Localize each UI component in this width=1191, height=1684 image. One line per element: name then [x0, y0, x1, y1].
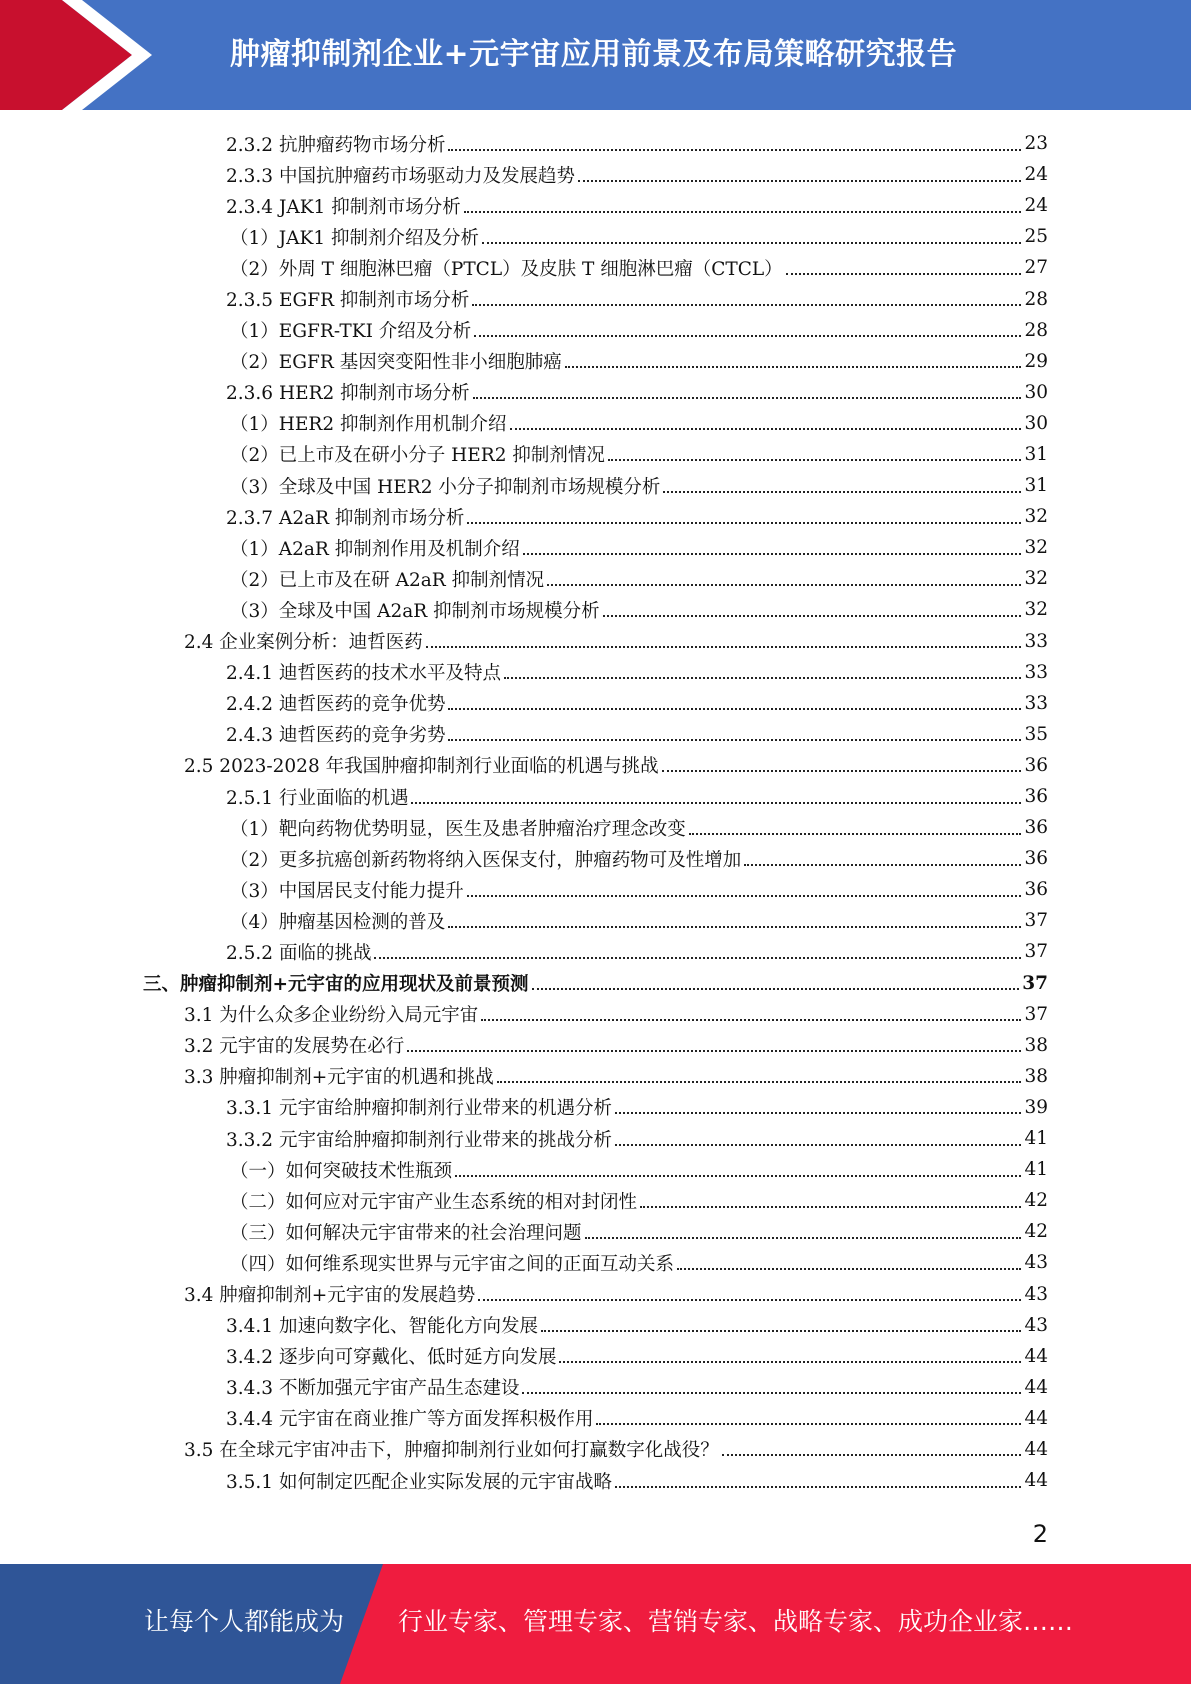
toc-entry[interactable] [0, 999, 1191, 1030]
toc-entry-title: 3.3.2 元宇宙给肿瘤抑制剂行业带来的挑战分析 [226, 1129, 612, 1151]
toc-entry[interactable] [0, 346, 1191, 377]
toc-entry[interactable] [0, 470, 1191, 501]
toc-entry-page: 31 [1024, 443, 1048, 465]
toc-entry-title: 3.3 肿瘤抑制剂+元宇宙的机遇和挑战 [184, 1067, 494, 1089]
toc-entry[interactable] [0, 1123, 1191, 1154]
toc-dot-leader [541, 1330, 1021, 1332]
toc-dot-leader [559, 1361, 1021, 1363]
toc-entry[interactable] [0, 563, 1191, 594]
toc-entry[interactable] [0, 1247, 1191, 1278]
toc-entry-page: 41 [1024, 1128, 1048, 1150]
toc-entry-page: 24 [1024, 164, 1048, 186]
toc-entry-page: 33 [1024, 692, 1048, 714]
toc-entry[interactable] [0, 1403, 1191, 1434]
toc-entry-page: 27 [1024, 257, 1048, 279]
toc-entry-page: 28 [1024, 288, 1048, 310]
toc-entry-title: （1）EGFR-TKI 介绍及分析 [230, 321, 472, 343]
toc-entry[interactable] [0, 501, 1191, 532]
toc-dot-leader [481, 1019, 1021, 1021]
toc-entry[interactable] [0, 905, 1191, 936]
toc-dot-leader [615, 1486, 1021, 1488]
toc-entry-title: 三、肿瘤抑制剂+元宇宙的应用现状及前景预测 [143, 974, 529, 996]
toc-entry-page: 32 [1024, 599, 1048, 621]
toc-entry-page: 32 [1024, 568, 1048, 590]
toc-entry-page: 38 [1024, 1034, 1048, 1056]
toc-entry-title: 2.5.1 行业面临的机遇 [226, 787, 409, 809]
toc-entry-page: 24 [1024, 195, 1048, 217]
toc-entry-page: 29 [1024, 350, 1048, 372]
toc-entry-page: 36 [1024, 817, 1048, 839]
toc-dot-leader [523, 553, 1022, 555]
toc-entry-title: 3.4.1 加速向数字化、智能化方向发展 [226, 1316, 538, 1338]
toc-dot-leader [615, 1144, 1021, 1146]
toc-entry[interactable] [0, 594, 1191, 625]
toc-entry[interactable] [0, 439, 1191, 470]
toc-entry-page: 25 [1024, 226, 1048, 248]
footer-slogan-left: 让每个人都能成为 [144, 1607, 345, 1636]
toc-dot-leader [504, 677, 1021, 679]
toc-dot-leader [565, 366, 1022, 368]
toc-entry[interactable] [0, 750, 1191, 781]
toc-dot-leader [722, 1454, 1022, 1456]
toc-entry[interactable] [0, 1310, 1191, 1341]
toc-entry-page: 33 [1024, 630, 1048, 652]
toc-entry-title: 2.3.2 抗肿瘤药物市场分析 [226, 134, 446, 156]
toc-dot-leader [532, 988, 1020, 990]
toc-entry-title: 2.3.7 A2aR 抑制剂市场分析 [226, 507, 465, 529]
toc-dot-leader [472, 304, 1021, 306]
toc-dot-leader [596, 1423, 1021, 1425]
toc-entry[interactable] [0, 377, 1191, 408]
toc-entry[interactable] [0, 408, 1191, 439]
toc-entry-title: （一）如何突破技术性瓶颈 [230, 1160, 453, 1182]
toc-entry[interactable] [0, 532, 1191, 563]
toc-entry[interactable] [0, 812, 1191, 843]
toc-entry[interactable] [0, 1061, 1191, 1092]
toc-entry[interactable] [0, 688, 1191, 719]
toc-entry-title: （2）EGFR 基因突变阳性非小细胞肺癌 [230, 352, 562, 374]
toc-dot-leader [464, 211, 1022, 213]
toc-entry[interactable] [0, 221, 1191, 252]
toc-dot-leader [689, 833, 1022, 835]
toc-entry-title: 2.3.4 JAK1 抑制剂市场分析 [226, 196, 461, 218]
toc-entry-title: （2）已上市及在研 A2aR 抑制剂情况 [230, 569, 545, 591]
toc-entry-title: 3.4.2 逐步向可穿戴化、低时延方向发展 [226, 1347, 557, 1369]
toc-dot-leader [478, 1299, 1021, 1301]
toc-entry-title: 2.4.3 迪哲医药的竞争劣势 [226, 725, 446, 747]
toc-dot-leader [448, 149, 1021, 151]
toc-entry-title: 3.5 在全球元宇宙冲击下，肿瘤抑制剂行业如何打赢数字化战役？ [184, 1440, 719, 1462]
toc-entry[interactable] [0, 874, 1191, 905]
toc-entry[interactable] [0, 1465, 1191, 1496]
toc-entry-page: 43 [1024, 1252, 1048, 1274]
toc-entry-page: 44 [1024, 1376, 1048, 1398]
toc-entry-page: 36 [1024, 786, 1048, 808]
toc-entry-title: 3.3.1 元宇宙给肿瘤抑制剂行业带来的机遇分析 [226, 1098, 612, 1120]
toc-entry-page: 44 [1024, 1345, 1048, 1367]
toc-dot-leader [522, 1392, 1021, 1394]
toc-entry-page: 39 [1024, 1096, 1048, 1118]
toc-entry[interactable] [0, 1341, 1191, 1372]
toc-entry-title: （1）JAK1 抑制剂介绍及分析 [230, 227, 480, 249]
toc-dot-leader [585, 1237, 1022, 1239]
toc-dot-leader [677, 1268, 1021, 1270]
toc-entry-page: 32 [1024, 506, 1048, 528]
toc-entry-title: 2.4 企业案例分析：迪哲医药 [184, 632, 423, 654]
toc-entry-page: 36 [1024, 754, 1048, 776]
toc-entry[interactable] [0, 1154, 1191, 1185]
toc-entry-title: 2.5.2 面临的挑战 [226, 942, 372, 964]
toc-entry[interactable] [0, 1434, 1191, 1465]
toc-entry-title: （4）肿瘤基因检测的普及 [230, 911, 446, 933]
toc-entry-page: 37 [1024, 910, 1048, 932]
toc-entry-page: 43 [1024, 1314, 1048, 1336]
toc-entry-page: 32 [1024, 537, 1048, 559]
toc-entry-title: （1）靶向药物优势明显，医生及患者肿瘤治疗理念改变 [230, 818, 686, 840]
toc-entry[interactable] [0, 159, 1191, 190]
toc-dot-leader [426, 646, 1022, 648]
toc-entry-title: 2.4.2 迪哲医药的竞争优势 [226, 694, 446, 716]
toc-entry-title: 2.5 2023-2028 年我国肿瘤抑制剂行业面临的机遇与挑战 [184, 756, 659, 778]
toc-entry[interactable] [0, 283, 1191, 314]
toc-entry-title: 3.5.1 如何制定匹配企业实际发展的元宇宙战略 [226, 1471, 612, 1493]
toc-dot-leader [455, 1175, 1021, 1177]
toc-entry-page: 42 [1024, 1190, 1048, 1212]
toc-dot-leader [744, 864, 1021, 866]
toc-dot-leader [663, 491, 1021, 493]
toc-entry-title: 3.4.4 元宇宙在商业推广等方面发挥积极作用 [226, 1409, 594, 1431]
toc-entry-page: 36 [1024, 848, 1048, 870]
toc-entry[interactable] [0, 719, 1191, 750]
toc-dot-leader [482, 242, 1021, 244]
toc-entry-title: （2）更多抗癌创新药物将纳入医保支付，肿瘤药物可及性增加 [230, 849, 742, 871]
toc-entry[interactable] [0, 843, 1191, 874]
toc-entry[interactable] [0, 1372, 1191, 1403]
toc-dot-leader [474, 335, 1021, 337]
toc-entry-title: （1）HER2 抑制剂作用机制介绍 [230, 414, 507, 436]
toc-dot-leader [467, 522, 1021, 524]
toc-entry[interactable] [0, 1216, 1191, 1247]
toc-entry-title: （3）全球及中国 HER2 小分子抑制剂市场规模分析 [230, 476, 661, 498]
toc-entry-page: 37 [1024, 1003, 1048, 1025]
toc-entry[interactable] [0, 968, 1191, 999]
toc-entry-title: 3.2 元宇宙的发展势在必行 [184, 1036, 405, 1058]
toc-dot-leader [640, 1206, 1021, 1208]
footer-slogan-right: 行业专家、管理专家、营销专家、战略专家、成功企业家…… [398, 1607, 1074, 1636]
toc-entry[interactable] [0, 781, 1191, 812]
toc-entry[interactable] [0, 936, 1191, 967]
toc-entry-title: （3）全球及中国 A2aR 抑制剂市场规模分析 [230, 600, 600, 622]
toc-entry-title: （二）如何应对元宇宙产业生态系统的相对封闭性 [230, 1191, 638, 1213]
toc-entry-page: 41 [1024, 1159, 1048, 1181]
toc-dot-leader [603, 615, 1022, 617]
toc-entry-page: 28 [1024, 319, 1048, 341]
page-footer [0, 1564, 1191, 1684]
toc-entry-title: （1）A2aR 抑制剂作用及机制介绍 [230, 538, 520, 560]
toc-entry-page: 44 [1024, 1470, 1048, 1492]
toc-dot-leader [662, 770, 1022, 772]
toc-entry[interactable] [0, 1278, 1191, 1309]
toc-entry-page: 42 [1024, 1221, 1048, 1243]
page-header [0, 0, 1191, 110]
toc-entry-title: 2.4.1 迪哲医药的技术水平及特点 [226, 663, 501, 685]
toc-entry-page: 38 [1024, 1065, 1048, 1087]
toc-dot-leader [467, 895, 1022, 897]
toc-entry[interactable] [0, 252, 1191, 283]
toc-dot-leader [547, 584, 1021, 586]
toc-entry[interactable] [0, 315, 1191, 346]
toc-entry[interactable] [0, 626, 1191, 657]
toc-entry-title: （四）如何维系现实世界与元宇宙之间的正面互动关系 [230, 1253, 675, 1275]
toc-entry[interactable] [0, 190, 1191, 221]
toc-dot-leader [473, 397, 1022, 399]
toc-entry-title: 2.3.6 HER2 抑制剂市场分析 [226, 383, 470, 405]
toc-entry-title: （2）已上市及在研小分子 HER2 抑制剂情况 [230, 445, 605, 467]
toc-entry-page: 33 [1024, 661, 1048, 683]
toc-entry-page: 30 [1024, 381, 1048, 403]
toc-entry-page: 23 [1024, 133, 1048, 155]
page-number: 2 [1032, 1520, 1048, 1548]
toc-dot-leader [448, 739, 1021, 741]
toc-entry[interactable] [0, 1092, 1191, 1123]
toc-dot-leader [374, 957, 1021, 959]
toc-entry-page: 35 [1024, 723, 1048, 745]
toc-entry-page: 37 [1024, 941, 1048, 963]
toc-entry-title: 2.3.3 中国抗肿瘤药市场驱动力及发展趋势 [226, 165, 575, 187]
toc-entry-page: 44 [1024, 1407, 1048, 1429]
toc-entry-title: 3.1 为什么众多企业纷纷入局元宇宙 [184, 1005, 479, 1027]
toc-dot-leader [786, 273, 1022, 275]
toc-dot-leader [510, 428, 1022, 430]
toc-entry[interactable] [0, 1185, 1191, 1216]
toc-dot-leader [578, 180, 1021, 182]
toc-dot-leader [615, 1112, 1021, 1114]
toc-entry[interactable] [0, 657, 1191, 688]
toc-dot-leader [497, 1081, 1022, 1083]
toc-entry-title: 3.4.3 不断加强元宇宙产品生态建设 [226, 1378, 520, 1400]
toc-entry[interactable] [0, 1030, 1191, 1061]
toc-entry-page: 44 [1024, 1438, 1048, 1460]
toc-entry-title: （三）如何解决元宇宙带来的社会治理问题 [230, 1222, 582, 1244]
toc-entry-title: 2.3.5 EGFR 抑制剂市场分析 [226, 290, 470, 312]
toc-dot-leader [411, 802, 1021, 804]
toc-entry[interactable] [0, 128, 1191, 159]
report-title: 肿瘤抑制剂企业+元宇宙应用前景及布局策略研究报告 [230, 37, 958, 72]
toc-dot-leader [448, 708, 1021, 710]
toc-entry-title: （2）外周 T 细胞淋巴瘤（PTCL）及皮肤 T 细胞淋巴瘤（CTCL） [230, 258, 783, 280]
toc-entry-page: 31 [1024, 475, 1048, 497]
toc-entry-page: 43 [1024, 1283, 1048, 1305]
toc-entry-page: 30 [1024, 412, 1048, 434]
toc-entry-page: 36 [1024, 879, 1048, 901]
toc-entry-title: （3）中国居民支付能力提升 [230, 880, 464, 902]
toc-entry-title: 3.4 肿瘤抑制剂+元宇宙的发展趋势 [184, 1285, 476, 1307]
toc-dot-leader [407, 1050, 1021, 1052]
table-of-contents [0, 128, 1191, 1496]
toc-dot-leader [608, 459, 1022, 461]
toc-dot-leader [448, 926, 1021, 928]
toc-entry-page: 37 [1022, 972, 1048, 994]
